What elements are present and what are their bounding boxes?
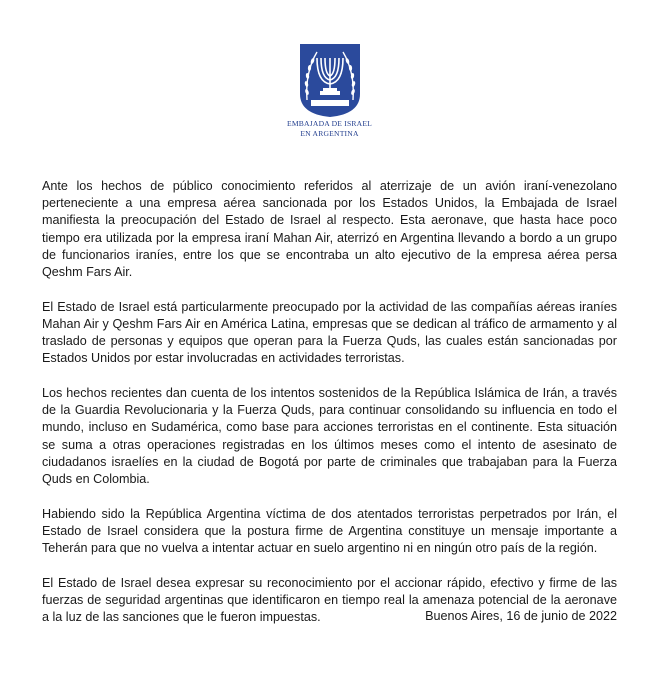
paragraph: Habiendo sido la República Argentina víctima de dos atentados terroristas perpetrados por Irán, el Estado de Israel considera que la postura firme de Argentina constituye un mensaje importante a Teherán para que no vuelva a intentar actuar en suelo argentino ni en ningún otro país de la región. bbox=[42, 506, 617, 556]
embassy-name-line2: EN ARGENTINA bbox=[300, 129, 359, 138]
israel-emblem-menorah-icon bbox=[297, 42, 363, 118]
place-and-date: Buenos Aires, 16 de junio de 2022 bbox=[425, 609, 617, 623]
embassy-name-line1: EMBAJADA DE ISRAEL bbox=[286, 119, 373, 128]
paragraph: Los hechos recientes dan cuenta de los intentos sostenidos de la República Islámica de Irán, a través de la Guardia Revolucionaria y la Fuerza Quds, para continuar consolidando su influencia en todo el mundo, incluso en Sudamérica, como base para acciones terroristas en el continente. Esta situación se suma a otras operaciones registradas en los últimos meses como el intento de asesinato de ciudadanos israelíes en la ciudad de Bogotá por parte de criminales que trabajaban para la Fuerza Quds en Colombia. bbox=[42, 386, 617, 487]
paragraph: El Estado de Israel desea expresar su reconocimiento por el accionar rápido, efectivo y firme de las fuerzas de seguridad argentinas que identificaron en tiempo real la amenaza potencial de la aeronave a la luz de las sanciones que le fueron impuestas. bbox=[42, 575, 617, 625]
paragraph: Ante los hechos de público conocimiento referidos al aterrizaje de un avión iraní-venezolano perteneciente a una empresa aérea sancionada por los Estados Unidos, la Embajada de Israel manifiesta la preocupación del Estado de Israel al respecto. Esta aeronave, que hasta hace poco tiempo era utilizada por la empresa iraní Mahan Air, aterrizó en Argentina llevando a bordo a un grupo de funcionarios iraníes, entre los que se encontraba un alto ejecutivo de la empresa aérea persa Qeshm Fars Air. bbox=[42, 179, 617, 280]
paragraph: El Estado de Israel está particularmente preocupado por la actividad de las compañías aéreas iraníes Mahan Air y Qeshm Fars Air en América Latina, empresas que se dedican al tráfico de armamento y al traslado de personas y equipos que operan para la Fuerza Quds, las cuales están sancionadas por Estados Unidos por estar involucradas en actividades terroristas. bbox=[42, 299, 617, 366]
statement-body bbox=[42, 178, 617, 644]
letterhead bbox=[0, 42, 659, 138]
